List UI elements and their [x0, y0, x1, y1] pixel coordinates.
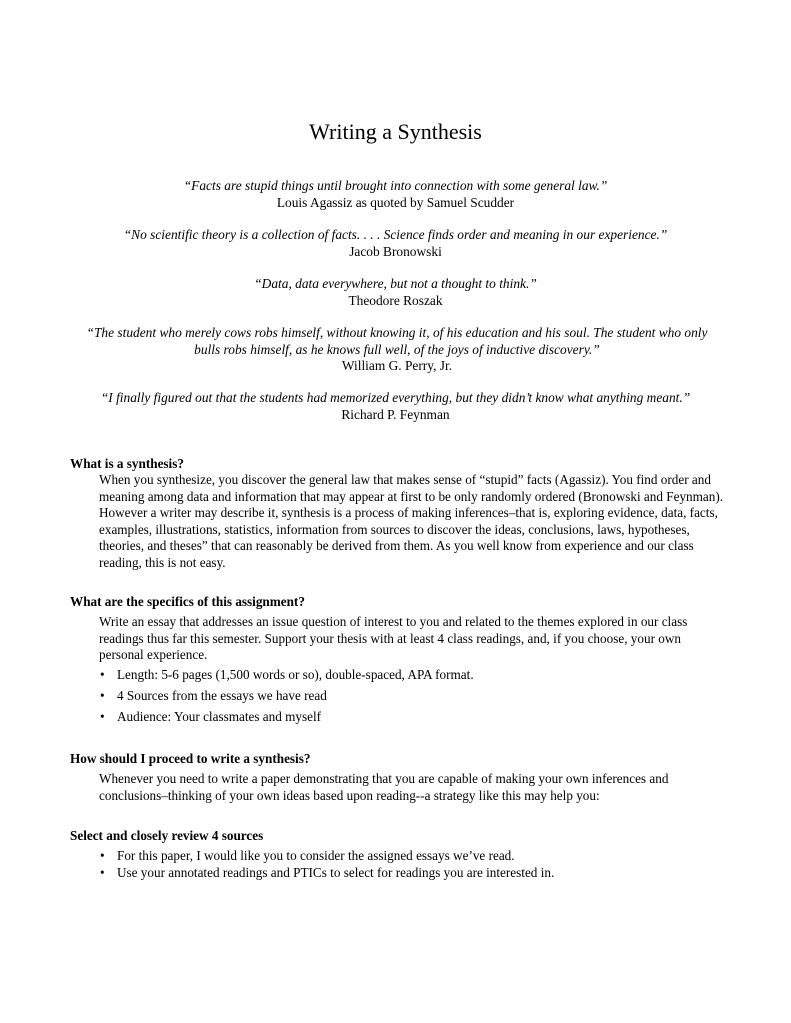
quote-attribution: Louis Agassiz as quoted by Samuel Scudder [276, 194, 515, 210]
paragraph-assignment-specifics: Write an essay that addresses an issue question of interest to you and related to the themes explored in our class readings thus far this semester. Support your thesis with at least 4 class readings, and, if you choose, your own personal experience. [99, 614, 688, 662]
list-item-text: Use your annotated readings and PTICs to select for readings you are interested in. [117, 865, 555, 880]
list-item-text: For this paper, I would like you to consider the assigned essays we’ve read. [117, 848, 515, 863]
quote-text: “The student who merely cows robs himself, without knowing it, of his education and his soul. The student who only bulls robs himself, as he knows full well, of the joys of inductive discovery.” [86, 325, 708, 357]
list-item-text: Length: 5-6 pages (1,500 words or so), double-spaced, APA format. [117, 667, 474, 682]
bullet-icon: • [100, 688, 105, 703]
heading-select-sources: Select and closely review 4 sources [70, 828, 264, 843]
list-item [99, 848, 729, 865]
quote-perry [76, 325, 718, 375]
assignment-bullet-list [99, 667, 729, 730]
quote-bronowski [60, 227, 731, 260]
list-item [99, 667, 729, 688]
bullet-icon: • [100, 667, 105, 682]
bullet-icon: • [100, 709, 105, 724]
list-item-text: 4 Sources from the essays we have read [117, 688, 327, 703]
list-item [99, 865, 729, 882]
paragraph-what-is-synthesis: When you synthesize, you discover the general law that makes sense of “stupid” facts (Agassiz). You find order and meaning among data and information that may appear at first to be only randomly ordered (Bronowski and Feynman). However a writer may describe it, synthesis is a process of making inferences–that is, exploring evidence, data, facts, examples, illustrations, statistics, information from sources to discover the ideas, conclusions, laws, hypotheses, theories, and theses” that can reasonably be derived from them. As you well know from experience and our class reading, this is not easy. [99, 472, 724, 570]
quote-feynman [60, 390, 731, 423]
list-item-text: Audience: Your classmates and myself [117, 709, 321, 724]
list-item [99, 709, 729, 730]
quote-text: “Facts are stupid things until brought into connection with some general law.” [183, 178, 608, 193]
bullet-icon: • [100, 865, 105, 880]
paragraph-how-to-proceed: Whenever you need to write a paper demonstrating that you are capable of making your own inferences and conclusions–thinking of your own ideas based upon reading--a strategy like this may help you: [99, 771, 669, 803]
quote-roszak [60, 276, 731, 309]
quote-agassiz [60, 178, 731, 211]
document-title: Writing a Synthesis [309, 119, 482, 144]
bullet-icon: • [100, 848, 105, 863]
quote-text: “No scientific theory is a collection of facts. . . . Science finds order and meaning in our experience.” [123, 227, 668, 242]
list-item [99, 688, 729, 709]
sources-bullet-list [99, 848, 729, 882]
quote-attribution: Theodore Roszak [348, 292, 443, 308]
quote-text: “Data, data everywhere, but not a thought to think.” [254, 276, 537, 291]
heading-assignment-specifics: What are the specifics of this assignment? [70, 594, 305, 609]
quote-attribution: Richard P. Feynman [341, 406, 450, 422]
heading-how-to-proceed: How should I proceed to write a synthesis? [70, 751, 311, 766]
quote-text: “I finally figured out that the students had memorized everything, but they didn’t know what anything meant.” [100, 390, 691, 405]
heading-what-is-synthesis: What is a synthesis? [70, 456, 184, 471]
quote-attribution: Jacob Bronowski [349, 243, 442, 259]
quote-attribution: William G. Perry, Jr. [341, 358, 453, 373]
